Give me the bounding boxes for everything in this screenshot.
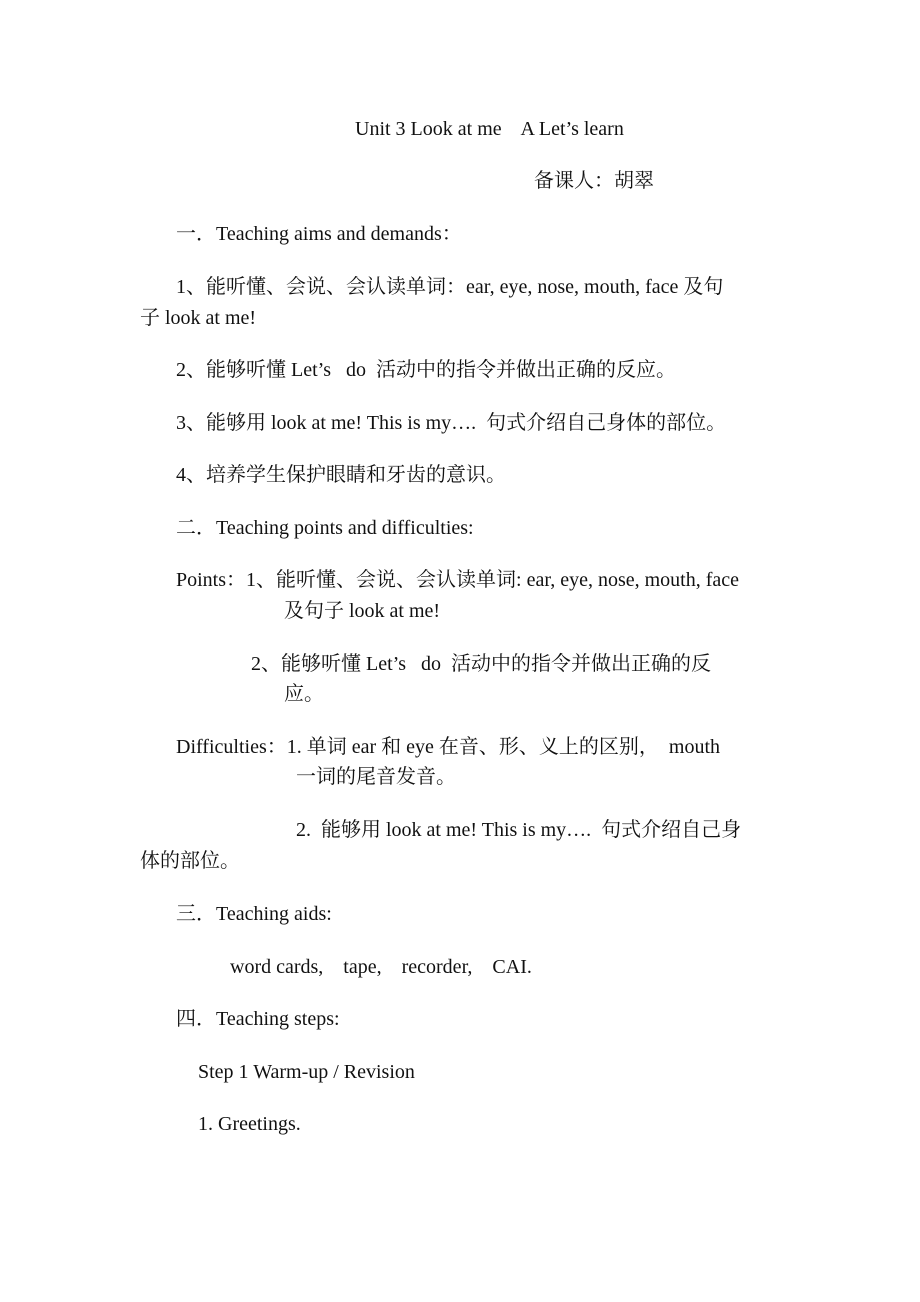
author-line: 备课人：胡翠 [534,170,654,192]
difficulties-item2-line1: 2. 能够用 look at me! This is my…. 句式介绍自己身 [296,819,742,841]
points-line2: 及句子 look at me! [284,600,441,622]
difficulties-item2-line2: 体的部位。 [140,850,240,872]
points-item2-line1: 2、能够听懂 Let’s do 活动中的指令并做出正确的反 [251,653,711,675]
section3-heading: 三．Teaching aids: [176,903,332,925]
aim-item-4: 4、培养学生保护眼睛和牙齿的意识。 [176,464,506,486]
aim-item-1-line1: 1、能听懂、会说、会认读单词：ear, eye, nose, mouth, face 及句 [176,276,724,298]
points-line1: Points：1、能听懂、会说、会认读单词: ear, eye, nose, mouth, face [176,569,740,591]
points-item2-line2: 应。 [284,683,324,705]
difficulties-line1: Difficulties：1. 单词 ear 和 eye 在音、形、义上的区别， mouth [176,736,721,758]
step1-item1: 1. Greetings. [198,1113,301,1135]
step1-heading: Step 1 Warm-up / Revision [198,1061,415,1083]
aim-item-1-line2: 子 look at me! [140,307,257,329]
section1-heading: 一．Teaching aims and demands： [176,223,462,245]
document-title: Unit 3 Look at me A Let’s learn [355,118,624,140]
aim-item-3: 3、能够用 look at me! This is my…. 句式介绍自己身体的部位。 [176,412,727,434]
aim-item-2: 2、能够听懂 Let’s do 活动中的指令并做出正确的反应。 [176,359,676,381]
difficulties-line2: 一词的尾音发音。 [296,766,456,788]
section4-heading: 四．Teaching steps: [176,1008,340,1030]
teaching-aids-list: word cards, tape, recorder, CAI. [230,956,532,978]
section2-heading: 二．Teaching points and difficulties: [176,517,474,539]
